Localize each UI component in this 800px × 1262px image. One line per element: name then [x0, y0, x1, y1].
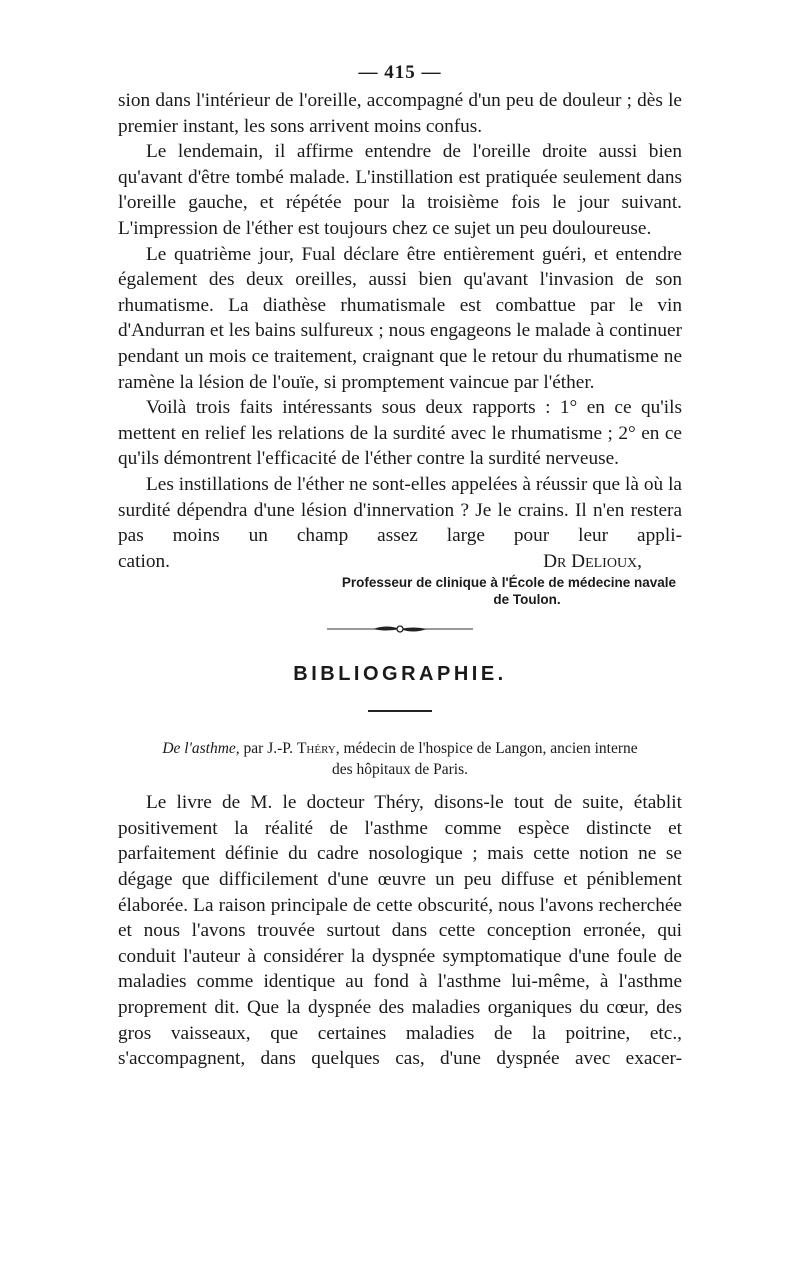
- paragraph: Voilà trois faits intéressants sous deux rapports : 1° en ce qu'ils mettent en relief les relations de la surdité avec le rhumatisme ; 2° en ce qu'ils démontrent l'efficacité de l'éther contre la surdité nerveuse.: [118, 397, 682, 470]
- paragraph: Le quatrième jour, Fual déclare être entièrement guéri, et entendre également des deux oreilles, aussi bien qu'avant l'invasion de son rhumatisme. La diathèse rhumatismale est combattue par le vin d'Andurran et les bains sulfureux ; nous engageons le malade à continuer pendant un mois ce traitement, craignant que le retour du rhumatisme ne ramène la lésion de l'ouïe, si promptement vaincue par l'éther.: [118, 243, 682, 393]
- paragraph-continuation: sion dans l'intérieur de l'oreille, accompagné d'un peu de douleur ; dès le premier instant, les sons arrivent moins confus.: [118, 90, 682, 137]
- review-paragraph: Le livre de M. le docteur Théry, disons-le tout de suite, établit positivement la réalité de l'asthme comme espèce distincte et parfaitement définie du cadre nosologique ; mais cette notion ne se dégage que difficilement d'une œuvre un peu diffuse et péniblement élaborée. La raison principale de cette obscurité, nous l'avons recherchée et nous l'avons trouvée surtout dans cette conception erronée, qui conduit l'auteur à considérer la dyspnée symptomatique d'une foule de maladies comme identique au fond à l'asthme lui-même, à l'asthme proprement dit. Que la dyspnée des maladies organiques du cœur, des gros vaisseaux, que certaines maladies de la poitrine, etc., s'accompagnent, dans quelques cas, d'une dyspnée avec exacer-: [118, 792, 682, 1070]
- affiliation-line-1: Professeur de clinique à l'École de médecine navale: [341, 575, 676, 591]
- author-affiliation: [118, 574, 682, 608]
- closing-word: cation.: [118, 550, 170, 572]
- book-reference-line-1: médecin de l'hospice de Langon, ancien interne: [339, 740, 638, 758]
- page-number: — 415 —: [358, 62, 442, 83]
- ornament-divider: [118, 622, 682, 636]
- paragraph: Le lendemain, il affirme entendre de l'oreille droite aussi bien qu'avant d'être tombé malade. L'instillation est pratiquée seulement dans l'oreille gauche, et répétée pour la troisième fois le jour suivant. L'impression de l'éther est toujours chez ce sujet un peu douloureuse.: [118, 141, 682, 239]
- book-reference: [118, 738, 682, 780]
- affiliation-line-2: de Toulon.: [493, 592, 561, 608]
- fleuron-icon: [325, 622, 475, 636]
- book-title: De l'asthme,: [162, 740, 240, 758]
- book-page: [118, 58, 682, 1072]
- author-signature: Dr Delioux,: [543, 550, 642, 572]
- title-rule: [368, 710, 432, 712]
- book-reference-line-2: des hôpitaux de Paris.: [331, 761, 469, 779]
- book-by: par J.-P.: [239, 740, 297, 758]
- paragraph: Les instillations de l'éther ne sont-elles appelées à réussir que là où la surdité dépendra d'une lésion d'innervation ? Je le crains. Il n'en restera pas moins un champ assez large pour leur appli-: [118, 473, 682, 547]
- signature-line: [118, 549, 682, 575]
- book-author: Théry,: [296, 740, 340, 758]
- section-title: BIBLIOGRAPHIE.: [293, 663, 507, 686]
